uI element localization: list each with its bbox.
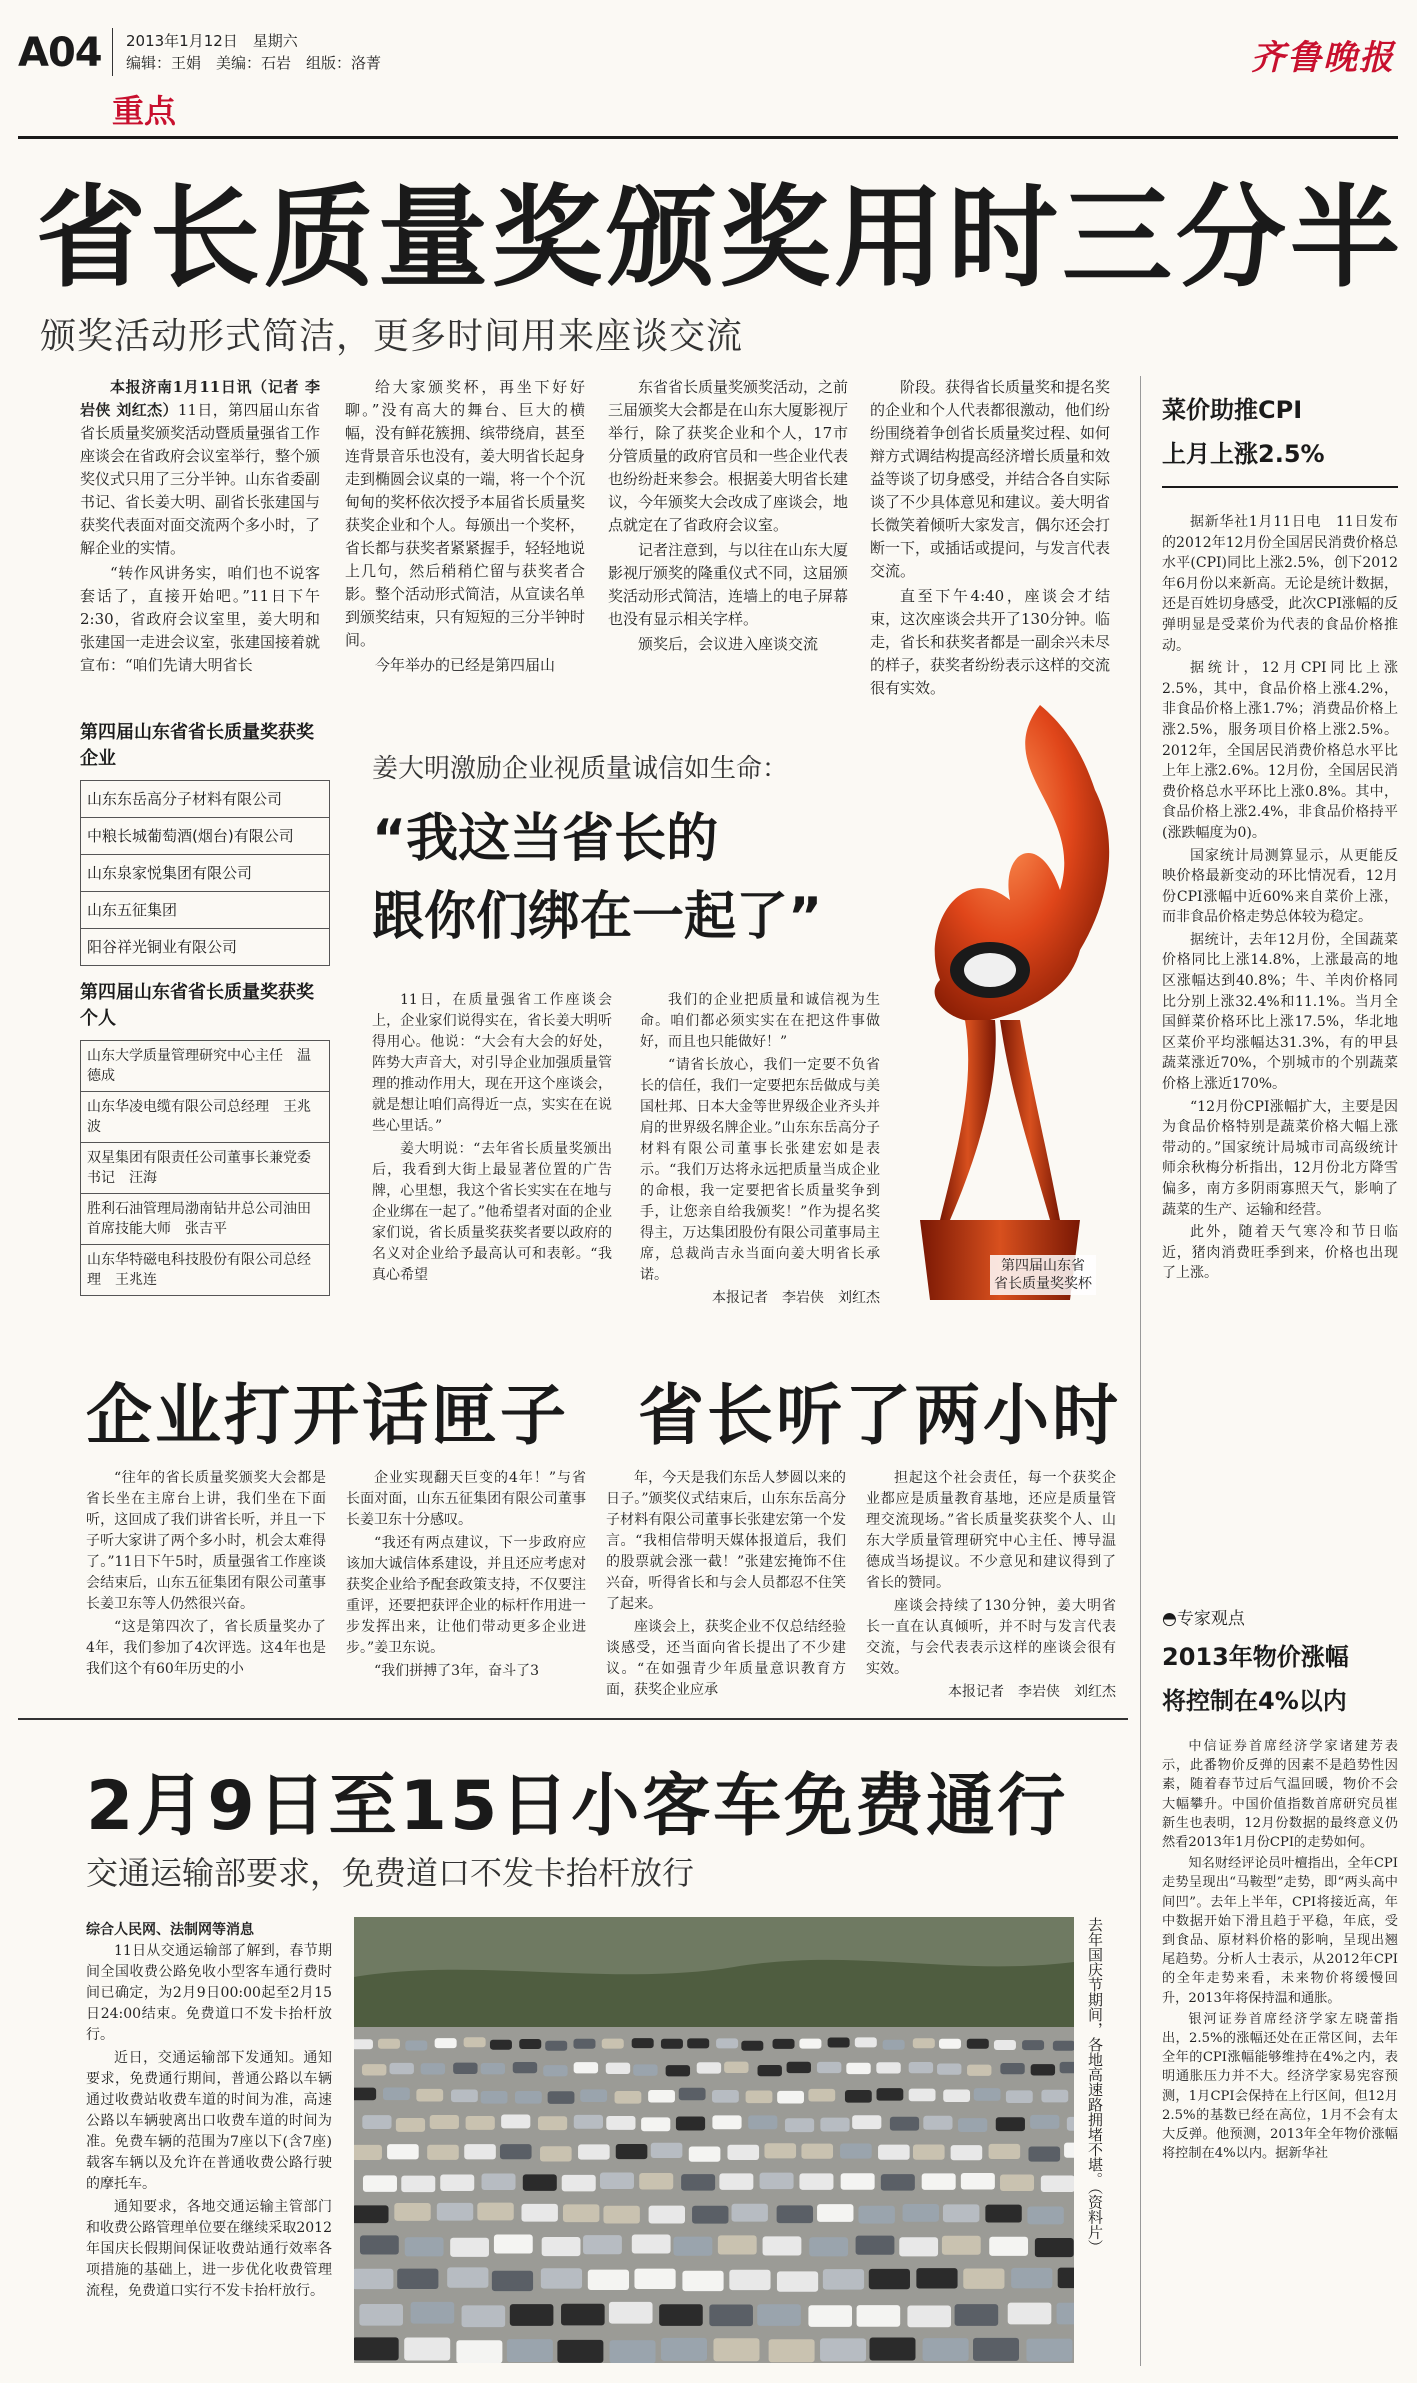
car-shape: [692, 2206, 728, 2224]
car-shape: [942, 2236, 981, 2255]
car-shape: [679, 2088, 706, 2101]
car-shape: [841, 2173, 875, 2190]
car-shape: [540, 2146, 572, 2161]
car-shape: [659, 2304, 703, 2326]
car-shape: [741, 2041, 763, 2051]
car-shape: [602, 2039, 624, 2049]
car-shape: [760, 2173, 794, 2190]
car-shape: [856, 2236, 895, 2255]
car-shape: [809, 2237, 848, 2256]
car-shape: [574, 2115, 603, 2129]
feature-col-2: 我们的企业把质量和诚信视为生命。咱们都必须实实在在把这件事做好，而且也只能做好！” “请省长放心，我们一定要不负省长的信任，我们一定要把东岳做成与美国杜邦、日本大金等世界级企业齐头并肩的世界级名牌企业。”山东东岳高分子材料有限公司董事长张建宏如是表示。“我们万达将永远把质量当成企业的命根，我一定要把省长质量奖争到手，让您亲自给我颁奖！”作为提名奖得主，万达集团股份有限公司董事局主席，总裁尚吉永当面向姜大明省长承诺。 本报记者 李岩侠 刘红杰: [640, 990, 880, 1309]
column-divider: [1140, 376, 1141, 2366]
car-shape: [573, 2039, 595, 2049]
car-shape: [881, 2174, 915, 2191]
car-shape: [967, 2065, 991, 2076]
car-shape: [709, 2304, 753, 2326]
car-shape: [943, 2204, 979, 2222]
car-shape: [563, 2204, 599, 2222]
car-shape: [937, 2064, 961, 2075]
car-shape: [477, 2203, 513, 2221]
car-shape: [869, 2269, 910, 2289]
car-shape: [951, 2145, 983, 2160]
car-shape: [828, 2038, 850, 2048]
car-shape: [606, 2063, 630, 2074]
list-item: 胜利石油管理局渤南钻井总公司油田首席技能大师 张吉平: [81, 1194, 329, 1245]
car-shape: [606, 2116, 635, 2130]
car-shape: [394, 2203, 430, 2221]
trophy-caption: 第四届山东省 省长质量奖奖杯: [990, 1255, 1096, 1295]
car-shape: [909, 2062, 933, 2073]
car-shape: [732, 2204, 768, 2222]
car-shape: [1064, 2143, 1074, 2158]
car-shape: [907, 2306, 951, 2328]
car-shape: [913, 2038, 935, 2048]
car-shape: [773, 2039, 795, 2049]
page-number: A04: [18, 30, 102, 76]
car-shape: [1058, 2268, 1074, 2288]
car-shape: [1022, 2040, 1044, 2050]
car-shape: [354, 2269, 393, 2289]
second-headline: 企业打开话匣子 省长听了两小时: [86, 1377, 1121, 1454]
editor-credits: 编辑：王娟 美编：石岩 组版：洛菁: [126, 54, 382, 72]
car-shape: [676, 2117, 705, 2131]
car-shape: [808, 2305, 852, 2327]
car-shape: [1030, 2115, 1059, 2129]
car-shape: [801, 2144, 833, 2159]
second-col-4: 担起这个社会责任，每一个获奖企业都应是质量教育基地，还应是质量管理交流现场。”省长质量奖获奖个人、山东大学质量管理研究中心主任、博导温德成当场提议。不少意见和建议得到了省长的赞同。 座谈会持续了130分钟，姜大明省长一直在认真倾听，并不时与发言代表交流，与会代表表示这样的座谈会很有实效。 本报记者 李岩侠 刘红杰: [866, 1468, 1116, 1703]
traffic-headline: 2月9日至15日小客车免费通行: [86, 1767, 1069, 1846]
car-shape: [492, 2271, 533, 2291]
list-item: 山东五征集团: [81, 892, 329, 929]
car-shape: [354, 2039, 373, 2049]
traffic-photo: [354, 1917, 1074, 2363]
car-shape: [481, 2063, 505, 2074]
car-shape: [397, 2269, 438, 2289]
second-col-1: “往年的省长质量奖颁奖大会都是省长坐在主席台上讲，我们坐在下面听，这回成了我们讲省长听，并且一下子听大家讲了两个多小时，机会太难得了。”11日下午5时，质量强省工作座谈会结束后，山东五征集团有限公司董事长姜卫东等人仍然很兴奋。 “这是第四次了，省长质量奖办了4年，我们参加了4次评选。这4年也是我们这个有60年历史的小: [86, 1470, 326, 1677]
car-shape: [858, 2206, 894, 2224]
car-shape: [523, 2174, 557, 2191]
car-shape: [909, 2089, 936, 2102]
main-col-4: 阶段。获得省长质量奖和提名奖的企业和个人代表都很激动，他们纷纷围绕着争创省长质量奖过程、如何辩方式调结构提高经济增长质量和效益等谈了切身感受，并结合各自实际谈了不少具体意见和建议。姜大明省长微笑着倾听大家发言，偶尔还会打断一下，或插话或提问，与发言代表交流。 直至下午4:40，座谈会才结束，这次座谈会共开了130分钟。临走，省长和获奖者都是一副余兴未尽的样子，获奖者纷纷表示这样的交流很有实效。: [870, 378, 1111, 697]
feature-lead: 姜大明激励企业视质量诚信如生命：: [372, 754, 789, 784]
car-shape: [435, 2038, 457, 2048]
traffic-dateline: 综合人民网、法制网等消息: [86, 1922, 254, 1938]
list-item: 山东东岳高分子材料有限公司: [81, 781, 329, 818]
car-shape: [764, 2143, 796, 2158]
car-shape: [899, 2237, 938, 2256]
car-shape: [845, 2090, 872, 2103]
car-shape: [1053, 2041, 1074, 2051]
section-label: 重点: [112, 92, 177, 130]
car-shape: [396, 2118, 425, 2132]
car-shape: [763, 2236, 802, 2255]
car-shape: [1031, 2064, 1055, 2075]
people-list: [80, 1040, 330, 1296]
car-shape: [500, 2144, 532, 2159]
car-shape: [588, 2270, 629, 2290]
second-col-3: 年，今天是我们东岳人梦圆以来的日子。”颁奖仪式结束后，山东东岳高分子材料有限公司董事长张建宏第一个发言。“我相信带明天媒体报道后，我们的股票就会涨一截！”张建宏掩饰不住兴奋，听得省长和与会人员都忍不住笑了起来。 座谈会上，获奖企业不仅总结经验谈感受，还当面向省长提出了不少建议。“在如强青少年质量意识教育方面，获奖企业应承: [606, 1470, 846, 1698]
car-shape: [712, 2115, 741, 2129]
header-rule: [18, 136, 1398, 139]
award-list: [80, 720, 330, 1296]
car-shape: [354, 2145, 382, 2160]
car-shape: [1000, 2063, 1024, 2074]
car-shape: [973, 2338, 1019, 2361]
car-shape: [746, 2091, 773, 2104]
main-col-3: 东省省长质量奖颁奖活动，之前三届颁奖大会都是在山东大厦影视厅举行，除了获奖企业和个人，17市分管质量的政府官员和一些企业代表也纷纷赶来参会。根据姜大明省长建议，今年颁奖大会改成了座谈会，地点就定在了省政府会议室。 记者注意到，与以往在山东大厦影视厅颁奖的隆重仪式不同，这届颁奖活动形式简洁，连墙上的电子屏幕也没有显示相关字样。 颁奖后，会议进入座谈交流: [608, 378, 849, 653]
car-shape: [543, 2065, 567, 2076]
main-headline: 省长质量奖颁奖用时三分半: [36, 174, 1404, 302]
cpi-title-rule: [1162, 486, 1398, 488]
car-shape: [427, 2145, 459, 2160]
car-shape: [632, 2038, 654, 2048]
car-shape: [1027, 2207, 1063, 2225]
car-shape: [649, 2206, 685, 2224]
car-shape: [519, 2039, 541, 2049]
car-shape: [820, 2338, 866, 2361]
car-shape: [378, 2039, 400, 2049]
car-shape: [922, 2173, 956, 2190]
car-shape: [1011, 2268, 1052, 2288]
award-list-title-people: 第四届山东省省长质量奖获奖个人: [80, 982, 314, 1029]
car-shape: [562, 2175, 596, 2192]
car-shape: [641, 2117, 670, 2131]
car-shape: [923, 2338, 969, 2361]
car-shape: [869, 2337, 915, 2360]
car-shape: [387, 2144, 419, 2159]
list-item: 山东华特磁电科技股份有限公司总经理 王兆连: [87, 1252, 311, 1288]
car-shape: [609, 2302, 653, 2324]
car-shape: [1035, 2238, 1074, 2257]
car-shape: [354, 2088, 376, 2101]
car-shape: [758, 2065, 782, 2076]
car-shape: [716, 2038, 738, 2048]
car-shape: [994, 2040, 1016, 2050]
car-shape: [748, 2115, 777, 2129]
car-shape: [462, 2305, 506, 2327]
car-shape: [1008, 2303, 1052, 2325]
car-shape: [648, 2090, 675, 2103]
main-subhead: 颁奖活动形式简洁，更多时间用来座谈交流: [40, 316, 744, 357]
car-shape: [447, 2267, 488, 2287]
car-shape: [712, 2090, 739, 2103]
car-shape: [1041, 2175, 1074, 2192]
car-shape: [354, 2205, 389, 2223]
car-shape: [661, 2039, 683, 2049]
car-shape: [466, 2116, 495, 2130]
car-shape: [494, 2234, 533, 2253]
car-shape: [362, 2064, 386, 2075]
car-shape: [808, 2089, 835, 2102]
cpi-body: 据新华社1月11日电 11日发布的2012年12月份全国居民消费价格总水平(CPI)同比上涨2.5%，创下2012年6月份以来新高。无论是统计数据，还是百姓切身感受，此次CPI涨幅的反弹明显是受菜价为代表的食品价格推动。 据统计，12月CPI同比上涨2.5%，其中，食品价格上涨4.2%，非食品价格上涨1.7%；消费品价格上涨2.5%，服务项目价格上涨2.5%。2012年，全国居民消费价格总水平比上年上涨2.6%。12月份，全国居民消费价格总水平环比上涨0.8%。其中，食品价格上涨2.4%，非食品价格持平(涨跌幅度为0)。 国家统计局测算显示，从更能反映价格最新变动的环比情况看，12月份CPI涨幅中近60%来自菜价上涨，而非食品价格走势总体较为稳定。 据统计，去年12月份，全国蔬菜价格同比上涨14.8%，上涨最高的地区涨幅达到40.8%；牛、羊肉价格同比分别上涨32.4%和11.1%。当月全国鲜菜价格环比上涨17.5%，华北地区菜价平均涨幅达31.3%，有的甲县蔬菜涨近70%，个别城市的个别蔬菜价格上涨近170%。 “12月份CPI涨幅扩大，主要是因为食品价格特别是蔬菜价格大幅上涨带动的。”国家统计局城市司高级统计师余秋梅分析指出，12月份北方降雪偏多，南方多阴雨寡照天气，影响了蔬菜的生产、运输和经营。 此外，随着天气寒冷和节日临近，猪肉消费旺季到来，价格也出现了上涨。: [1162, 514, 1398, 1282]
car-shape: [985, 2205, 1021, 2223]
car-shape: [360, 2235, 399, 2254]
car-shape: [769, 2339, 815, 2362]
trophy-image: [880, 700, 1130, 1310]
car-shape: [666, 2065, 690, 2076]
right-column: [1162, 388, 1398, 1286]
list-item: 山东泉家悦集团有限公司: [81, 855, 329, 892]
header-divider: [112, 28, 113, 76]
car-shape: [574, 2062, 598, 2073]
car-shape: [451, 2090, 478, 2103]
car-shape: [846, 2063, 870, 2074]
car-shape: [401, 2176, 435, 2193]
car-shape: [490, 2040, 512, 2050]
list-item: 山东大学质量管理研究中心主任 温德成: [81, 1041, 329, 1092]
car-shape: [456, 2340, 502, 2363]
car-shape: [939, 2039, 961, 2049]
car-shape: [545, 2041, 567, 2051]
car-shape: [600, 2172, 634, 2189]
car-shape: [437, 2203, 473, 2221]
car-shape: [855, 2037, 877, 2047]
car-shape: [383, 2088, 410, 2101]
car-shape: [416, 2089, 443, 2102]
car-shape: [799, 2039, 821, 2049]
car-shape: [354, 2337, 399, 2360]
car-shape: [389, 2063, 413, 2074]
car-shape: [634, 2269, 675, 2289]
car-shape: [464, 2144, 496, 2159]
car-shape: [817, 2062, 841, 2073]
main-col-1: 本报济南1月11日讯（记者 李岩侠 刘红杰）11日，第四届山东省省长质量奖颁奖活动暨质量强省工作座谈会在省政府会议室举行，整个颁奖仪式只用了三分半钟。山东省委副书记、省长姜大明、副省长张建国与获奖代表面对面交流两个多小时，了解企业的实情。 “转作风讲务实，咱们也不说客套话了，直接开始吧。”11日下午2:30，省政府会议室里，姜大明和张建国一走进会议室，张建国接着就宣布：“咱们先请大明省长: [80, 378, 321, 674]
car-shape: [482, 2173, 516, 2190]
car-shape: [538, 2116, 567, 2130]
expert-title: 2013年物价涨幅 将控制在4%以内: [1162, 1643, 1349, 1715]
car-shape: [719, 2173, 753, 2190]
car-shape: [820, 2118, 849, 2132]
car-shape: [727, 2145, 759, 2160]
car-shape: [989, 2144, 1021, 2159]
car-shape: [961, 2173, 995, 2190]
car-shape: [787, 2062, 811, 2073]
circle-icon: ◓: [1162, 1609, 1177, 1629]
car-shape: [1028, 2146, 1060, 2161]
car-shape: [777, 2271, 818, 2291]
car-shape: [903, 2204, 939, 2222]
car-shape: [777, 2205, 813, 2223]
car-shape: [453, 2063, 477, 2074]
car-shape: [610, 2340, 656, 2363]
car-shape: [878, 2145, 910, 2160]
car-shape: [440, 2174, 474, 2191]
car-shape: [359, 2304, 403, 2326]
car-shape: [718, 2235, 757, 2254]
car-shape: [724, 2062, 748, 2073]
car-shape: [777, 2091, 804, 2104]
car-shape: [481, 2091, 508, 2104]
car-shape: [943, 2089, 970, 2102]
car-shape: [974, 2088, 1001, 2101]
expert-body: 中信证券首席经济学家诸建芳表示，此番物价反弹的因素不是趋势性因素，随着春节过后气温回暖，物价不会大幅攀升。中国价值指数首席研究员崔新生也表明，12月份数据的最终意义仍然看2013年1月份CPI的走势如何。 知名财经评论员叶檀指出，全年CPI走势呈现出“马鞍型”走势，即“两头高中间凹”。去年上半年，CPI将接近高，年中数据开始下滑且趋于平稳，年底，受到食品、原材料价格的影响，呈现出翘尾趋势。分析人士表示，从2012年CPI的全年走势来看，未来物价将缓慢回升，2013年将保持温和通胀。 银河证券首席经济学家左晓蕾指出，2.5%的涨幅还处在正常区间，去年全年的CPI涨幅能够维持在4%之内，表明通胀压力并不大。经济学家易宪容预测，1月CPI会保持在上行区间，但12月2.5%的基数已经在高位，1月不会有太大反弹。他预测，2013年全年物价涨幅将控制在4%以内。据新华社: [1162, 1739, 1398, 2162]
car-shape: [513, 2062, 537, 2073]
expert-box: [1162, 1604, 1398, 2165]
car-shape: [548, 2091, 575, 2104]
traffic-body: 综合人民网、法制网等消息 11日从交通运输部了解到，春节期间全国收费公路免收小型客车通行费时间已确定，为2月9日00:00起至2月15日24:00结束。免费道口不发卡抬杆放行。 近日，交通运输部下发通知。通知要求，免费通行期间，普通公路以车辆通过收费站收费车道的时间为准，高速公路以车辆驶离出口收费车道的时间为准。免费车辆的范围为7座以下(含7座)载客车辆以及允许在普通收费公路行驶的摩托车。 通知要求，各地交通运输主管部门和收费公路管理单位要在继续采取2012年国庆长假期间保证收费站通行效率各项措施的基础上，进一步优化收费管理流程，免费道口实行不发卡抬杆放行。: [86, 1922, 332, 2299]
list-item: 双星集团有限责任公司董事长兼党委书记 汪海: [81, 1143, 329, 1194]
feature-quote: “我这当省长的 跟你们绑在一起了”: [372, 809, 823, 947]
car-shape: [857, 2305, 901, 2327]
car-shape: [632, 2234, 671, 2253]
car-shape: [996, 2117, 1025, 2131]
car-shape: [890, 2117, 919, 2131]
car-shape: [1067, 2117, 1074, 2131]
car-shape: [1006, 2090, 1033, 2103]
award-list-title-companies: 第四届山东省省长质量奖获奖企业: [80, 722, 314, 769]
car-shape: [682, 2271, 723, 2291]
car-shape: [430, 2115, 459, 2129]
car-shape: [578, 2144, 610, 2159]
car-shape: [923, 2116, 952, 2130]
car-shape: [1000, 2174, 1034, 2191]
car-shape: [521, 2204, 557, 2222]
list-item: 山东华凌电缆有限公司总经理 王兆波: [81, 1092, 329, 1143]
feature-byline: 本报记者 李岩侠 刘红杰: [712, 1290, 880, 1306]
car-shape: [1026, 2339, 1072, 2362]
issue-date: 2013年1月12日 星期六: [126, 32, 298, 50]
car-shape: [877, 2088, 904, 2101]
main-dateline: 本报济南1月11日讯（记者 李岩侠 刘红杰）: [80, 378, 320, 419]
car-shape: [689, 2147, 721, 2162]
car-shape: [916, 2268, 957, 2288]
car-shape: [616, 2144, 648, 2159]
list-item: 阳谷祥光铜业有限公司: [87, 938, 238, 956]
car-shape: [362, 2115, 391, 2129]
car-shape: [541, 2268, 582, 2288]
newspaper-logo: 齐鲁晚报: [1251, 38, 1395, 78]
car-shape: [542, 2237, 581, 2256]
car-shape: [633, 2064, 657, 2075]
car-shape: [817, 2204, 853, 2222]
car-shape: [615, 2091, 642, 2104]
car-shape: [515, 2091, 542, 2104]
story-divider: [18, 1718, 1128, 1720]
car-shape: [639, 2173, 673, 2190]
main-col-2: 给大家颁奖杯，再坐下好好聊。”没有高大的舞台、巨大的横幅，没有鲜花簇拥、缤带绕肩，甚至连背景音乐也没有，姜大明省长起身走到椭圆会议桌的一端，将一个个沉甸甸的奖杯依次授予本届省长质量奖获奖企业和个人。每颁出一个奖杯，省长都与获奖者紧紧握手，轻轻地说上几句，然后稍稍伫留与获奖者合影。整个活动形式简洁，从宣读名单到颁奖结束，只有短短的三分半钟时间。 今年举办的已经是第四届山: [345, 378, 586, 674]
car-shape: [713, 2338, 759, 2361]
car-shape: [913, 2145, 945, 2160]
car-shape: [1057, 2303, 1074, 2325]
photo-caption: 去年国庆节期间，各地高速路拥堵不堪。（资料片）: [1086, 1917, 1104, 2255]
car-shape: [1041, 2090, 1068, 2103]
car-shape: [404, 2338, 450, 2361]
car-shape: [583, 2235, 622, 2254]
car-shape: [405, 2041, 427, 2051]
car-shape: [501, 2115, 530, 2129]
car-shape: [883, 2040, 905, 2050]
car-shape: [405, 2237, 444, 2256]
header-meta: [126, 30, 381, 74]
car-shape: [651, 2143, 683, 2158]
second-byline: 本报记者 李岩侠 刘红杰: [948, 1684, 1116, 1700]
car-shape: [876, 2062, 900, 2073]
car-shape: [603, 2206, 639, 2224]
feature-col-1: 11日，在质量强省工作座谈会上，企业家们说得实在，省长姜大明听得用心。他说：“大会有大会的好处，阵势大声音大，对引导企业加强质量管理的推动作用大，现在开这个座谈会，就是想让咱们高得近一点，实实在在说些心里话。” 姜大明说：“去年省长质量奖颁出后，我看到大街上最显著位置的广告牌，心里想，我这个省长实实在在地与企业绑在一起了。”他希望者对面的企业家们说，省长质量奖获奖者要以政府的名义对企业给予最高认可和表彰。“我真心希望: [372, 992, 612, 1283]
car-shape: [852, 2115, 881, 2129]
car-shape: [421, 2063, 445, 2074]
car-shape: [464, 2037, 486, 2047]
car-shape: [958, 2118, 987, 2132]
car-shape: [580, 2089, 607, 2102]
car-shape: [681, 2174, 715, 2191]
car-shape: [661, 2338, 707, 2361]
second-col-2: 企业实现翻天巨变的4年！”与省长面对面，山东五征集团有限公司董事长姜卫东十分感叹。 “我还有两点建议，下一步政府应该加大诚信体系建设，并且还应考虑对获奖企业给予配套政策支持，不仅要注重评，还要把获评企业的标杆作用进一步发挥出来，让他们带动更多企业进步。”姜卫东说。 “我们拼搏了3年，奋斗了3: [346, 1470, 586, 1679]
car-shape: [823, 2269, 864, 2289]
car-shape: [729, 2270, 770, 2290]
car-shape: [799, 2173, 833, 2190]
expert-tag: ◓专家观点: [1162, 1609, 1245, 1629]
car-shape: [411, 2302, 455, 2324]
car-shape: [557, 2340, 603, 2363]
car-shape: [450, 2238, 489, 2257]
company-list: [80, 780, 330, 966]
car-shape: [840, 2143, 872, 2158]
car-shape: [674, 2237, 713, 2256]
car-shape: [510, 2304, 554, 2326]
car-shape: [967, 2039, 989, 2049]
cpi-title: 菜价助推CPI 上月上涨2.5%: [1162, 396, 1325, 468]
list-item: 中粮长城葡萄酒(烟台)有限公司: [81, 818, 329, 855]
car-shape: [785, 2118, 814, 2132]
traffic-subhead: 交通运输部要求，免费道口不发卡抬杆放行: [86, 1854, 695, 1892]
car-shape: [687, 2038, 709, 2048]
car-shape: [963, 2269, 1004, 2289]
car-shape: [697, 2062, 721, 2073]
car-shape: [1060, 2062, 1074, 2073]
car-shape: [757, 2304, 801, 2326]
car-shape: [955, 2304, 999, 2326]
car-shape: [561, 2304, 605, 2326]
car-shape: [363, 2175, 397, 2192]
car-shape: [989, 2237, 1028, 2256]
car-shape: [507, 2339, 553, 2362]
